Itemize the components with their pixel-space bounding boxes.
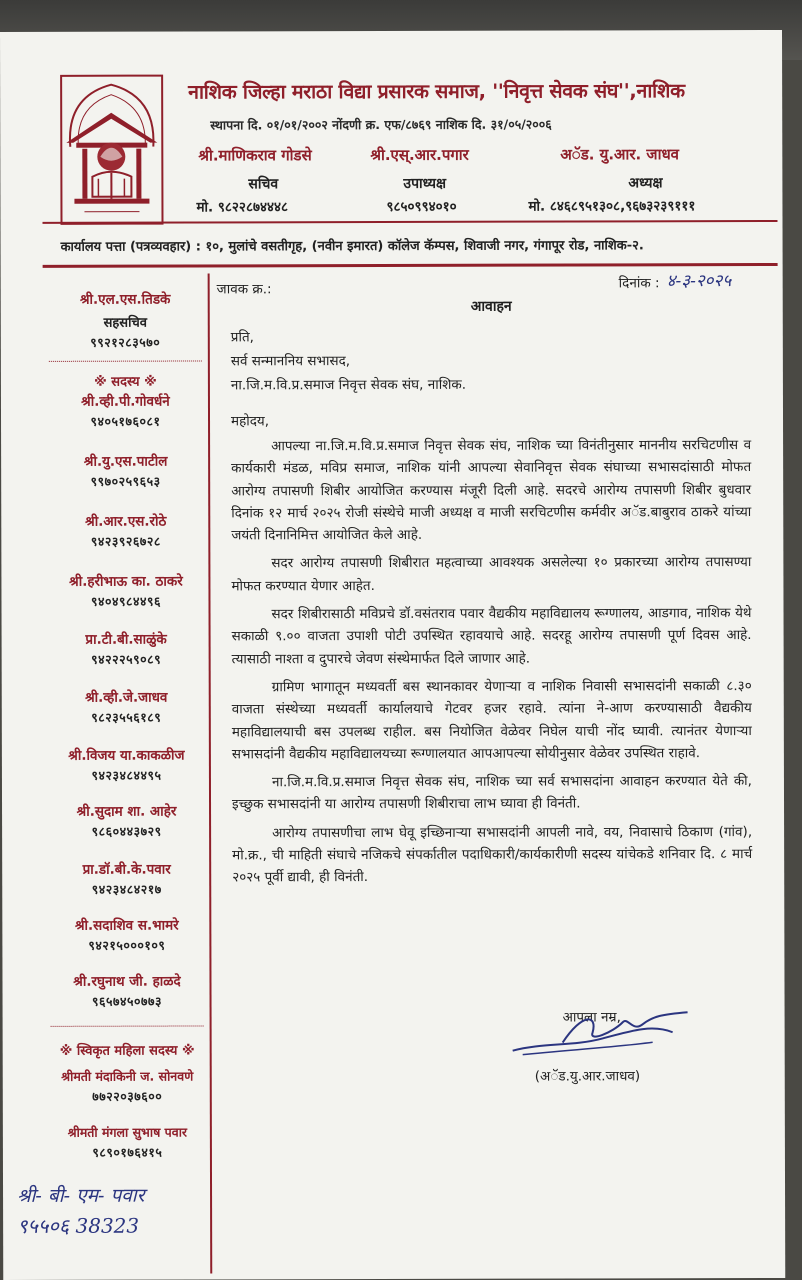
- member-item: [44, 745, 209, 783]
- letter-body: [231, 434, 752, 889]
- member-phone: ९८९०१७६४१५: [92, 1144, 163, 1160]
- handwritten-member-phone: ९५५०६ 38323: [17, 1213, 140, 1238]
- paragraph-1: आपल्या ना.जि.म.वि.प्र.समाज निवृत्त सेवक संघ, नाशिक च्या विनंतीनुसार माननीय सरचिटणीस व कार्यकारी मंडळ, मविप्र समाज, नाशिक यांनी आपल्या सेवानिवृत्त सेवक संघाच्या सभासदांसाठी मोफत आरोग्य तपासणी शिबीर आयोजित करण्यास मंजूरी दिली आहे. सदरचे आरोग्य तपासणी शिबीर बुधवार दिनांक १२ मार्च २०२५ रोजी संस्थेचे माजी अध्यक्ष व माजी सरचिटणीस कर्मवीर अॅड.बाबुराव ठाकरे यांच्या जयंती दिनानिमित्त आयोजित केले आहे.: [231, 437, 752, 544]
- recipient-line-2: ना.जि.म.वि.प्र.समाज निवृत्त सेवक संघ, नाशिक.: [230, 376, 467, 394]
- member-phone: ९४२३९२६७२८: [90, 533, 161, 549]
- member-name: श्रीमती मंगला सुभाष पवार: [67, 1124, 188, 1140]
- member-phone: ९९२१२८३५७०: [90, 334, 161, 350]
- sidebar-separator: [43, 360, 208, 361]
- paragraph-5: ना.जि.म.वि.प्र.समाज निवृत्त सेवक संघ, नाशिक च्या सर्व सभासदांना आवाहन करण्यात येते की, इच्छुक सभासदांनी या आरोग्य तपासणी शिबीराचा लाभ घ्यावा ही विनंती.: [232, 773, 752, 813]
- member-item: [44, 629, 209, 667]
- member-name: श्री.व्ही.जे.जाधव: [85, 689, 168, 706]
- member-phone: ९४२२२५९०८९: [91, 651, 162, 667]
- member-item: [44, 915, 209, 953]
- header-divider-bottom: [43, 263, 778, 268]
- member-phone: ९९७०२५९६५३: [90, 473, 161, 489]
- member-name: श्री.व्ही.पी.गोवर्धने: [81, 393, 170, 410]
- member-item: [44, 971, 209, 1009]
- officer-president-phone: मो. ८४६८९५१३०८,९६७३२३९१११: [528, 198, 696, 215]
- member-item: [43, 391, 208, 429]
- officer-vice-president-role: उपाध्यक्ष: [403, 175, 447, 192]
- officer-vice-president-name: श्री.एस्.आर.पगार: [370, 145, 469, 165]
- recipient-line-1: सर्व सन्माननिय सभासद,: [230, 353, 351, 370]
- closing-text: आपला नम्र,: [562, 1009, 621, 1026]
- member-item: [44, 859, 209, 897]
- paragraph-2: सदर आरोग्य तपासणी शिबीरात महत्वाच्या आवश्यक असलेल्या १० प्रकारच्या आरोग्य तपासण्या मोफत करण्यात येणार आहेत.: [231, 554, 752, 595]
- institution-logo-icon: [60, 75, 163, 225]
- member-item: [44, 687, 209, 725]
- officer-secretary-phone: मो. ९८२२८७४४४८: [196, 199, 289, 216]
- letter-to: प्रति,: [230, 329, 254, 346]
- officer-vice-president-phone: ९८५०९९४०१०: [386, 198, 457, 215]
- date-label: दिनांक :: [618, 275, 660, 292]
- member-phone: ९८६०४४३७२९: [91, 823, 162, 839]
- establishment-registration: स्थापना दि. ०१/०१/२००२ नोंदणी क्र. एफ/८७६९ नाशिक दि. ३१/०५/२००६: [210, 116, 552, 133]
- member-name: प्रा.डॉ.बी.के.पवार: [82, 861, 171, 878]
- handwritten-date: ४-३-२०२५: [666, 271, 732, 292]
- organization-title: नाशिक जिल्हा मराठा विद्या प्रसारक समाज, ''निवृत्त सेवक संघ'',नाशिक: [188, 79, 685, 104]
- members-heading: [43, 371, 208, 389]
- officer-president-name: अॅड. यु.आर. जाधव: [560, 145, 680, 164]
- member-name: श्रीमती मंदाकिनी ज. सोनवणे: [61, 1068, 194, 1084]
- signatory-name: (अॅड.यु.आर.जाधव): [534, 1068, 641, 1085]
- signature-icon: [503, 1002, 703, 1067]
- member-phone: ९४०५१७६०८१: [90, 413, 161, 429]
- salutation: महोदय,: [230, 413, 270, 430]
- member-phone: ९८२३५५६१८९: [91, 709, 162, 725]
- inward-number-label: जावक क्र.:: [216, 281, 272, 298]
- member-name: श्री.हरीभाऊ का. ठाकरे: [69, 573, 183, 590]
- member-phone: ९४२३४८४४९५: [91, 767, 162, 783]
- women-members-heading: [45, 1040, 210, 1058]
- member-item: [45, 1067, 210, 1104]
- paragraph-4: ग्रामिण भागातून मध्यवर्ती बस स्थानकावर येणाऱ्या व नाशिक निवासी सभासदांनी सकाळी ८.३० वाजता संस्थेच्या मध्यवर्ती कार्यालयाचे गेटवर हजर रहावे. त्यांना ने-आण करण्यासाठी वैद्यकीय महाविद्यालयाची बस उपलब्ध राहील. बस नियोजित वेळेवर निघेल याची नोंद घ्यावी. त्यानंतर येणाऱ्या सभासदांनी वैद्यकीय महाविद्यालयच्या रूग्णालयात आपआपल्या सोयीनुसार वेळेवर उपस्थित राहावे.: [231, 678, 752, 763]
- sidebar-joint-secretary: [43, 289, 208, 350]
- member-phone: ९४२१५०००१०९: [88, 937, 166, 953]
- member-name: श्री.सदाशिव स.भामरे: [74, 917, 179, 934]
- member-phone: ९६५७४५०७७३: [92, 993, 163, 1009]
- letter-subject: आवाहन: [470, 298, 512, 315]
- officer-secretary-role: सचिव: [248, 176, 279, 193]
- member-name: श्री.यु.एस.पाटील: [83, 453, 168, 470]
- member-name: श्री.रघुनाथ जी. हाळदे: [73, 973, 181, 990]
- women-heading-text: ※ स्विकृत महिला सदस्य ※: [59, 1043, 195, 1059]
- office-address: कार्यालय पत्ता (पत्रव्यवहार) : १०, मुलांचे वसतीगृह, (नवीन इमारत) कॉलेज कॅम्पस, शिवाजी नगर, गंगापूर रोड, नाशिक-२.: [60, 238, 644, 255]
- member-item: [43, 451, 208, 489]
- paragraph-3: सदर शिबीरासाठी मविप्रचे डॉ.वसंतराव पवार वैद्यकीय महाविद्यालय रूग्णालय, आडगाव, नाशिक येथे सकाळी ९.०० वाजता उपाशी पोटी उपस्थित रहावयाचे आहे. सदरहू आरोग्य तपासणी पूर्ण दिवस आहे. त्यासाठी नाश्ता व दुपारचे जेवण संस्थेमार्फत दिले जाणार आहे.: [231, 605, 752, 668]
- letterhead-page: [0, 30, 785, 1280]
- member-name: श्री.विजय या.काकळीज: [68, 747, 185, 764]
- officer-secretary-name: श्री.माणिकराव गोडसे: [198, 146, 312, 165]
- officer-president-role: अध्यक्ष: [628, 175, 663, 192]
- handwritten-member-name: श्री- बी- एम- पवार: [17, 1184, 145, 1207]
- member-role: सहसचिव: [103, 315, 147, 331]
- member-item: [45, 1123, 210, 1160]
- members-heading-text: ※ सदस्य ※: [94, 374, 157, 390]
- member-name: श्री.आर.एस.रोठे: [85, 513, 167, 530]
- member-name: प्रा.टी.बी.साळुंके: [85, 631, 167, 648]
- member-item: [44, 801, 209, 839]
- member-item: [43, 511, 208, 549]
- member-phone: ७७२२०३७६००: [92, 1088, 163, 1104]
- member-name: श्री.सुदाम शा. आहेर: [76, 803, 177, 820]
- member-name: श्री.एल.एस.तिडके: [79, 291, 171, 308]
- sidebar-separator: [45, 1025, 210, 1026]
- member-item: [43, 571, 208, 609]
- member-phone: ९४२३४८४२१७: [91, 881, 162, 897]
- paragraph-6: आरोग्य तपासणीचा लाभ घेवू इच्छिनाऱ्या सभासदांनी आपली नावे, वय, निवासाचे ठिकाण (गांव), मो.क्र., ची माहिती संघाचे नजिकचे संपर्कातील पदाधिकारी/कार्यकारीणी सदस्य यांचेकडे शनिवार दि. ८ मार्च २०२५ पूर्वी द्यावी, ही विनंती.: [232, 823, 753, 886]
- member-phone: ९४०४९८४४९६: [90, 593, 162, 609]
